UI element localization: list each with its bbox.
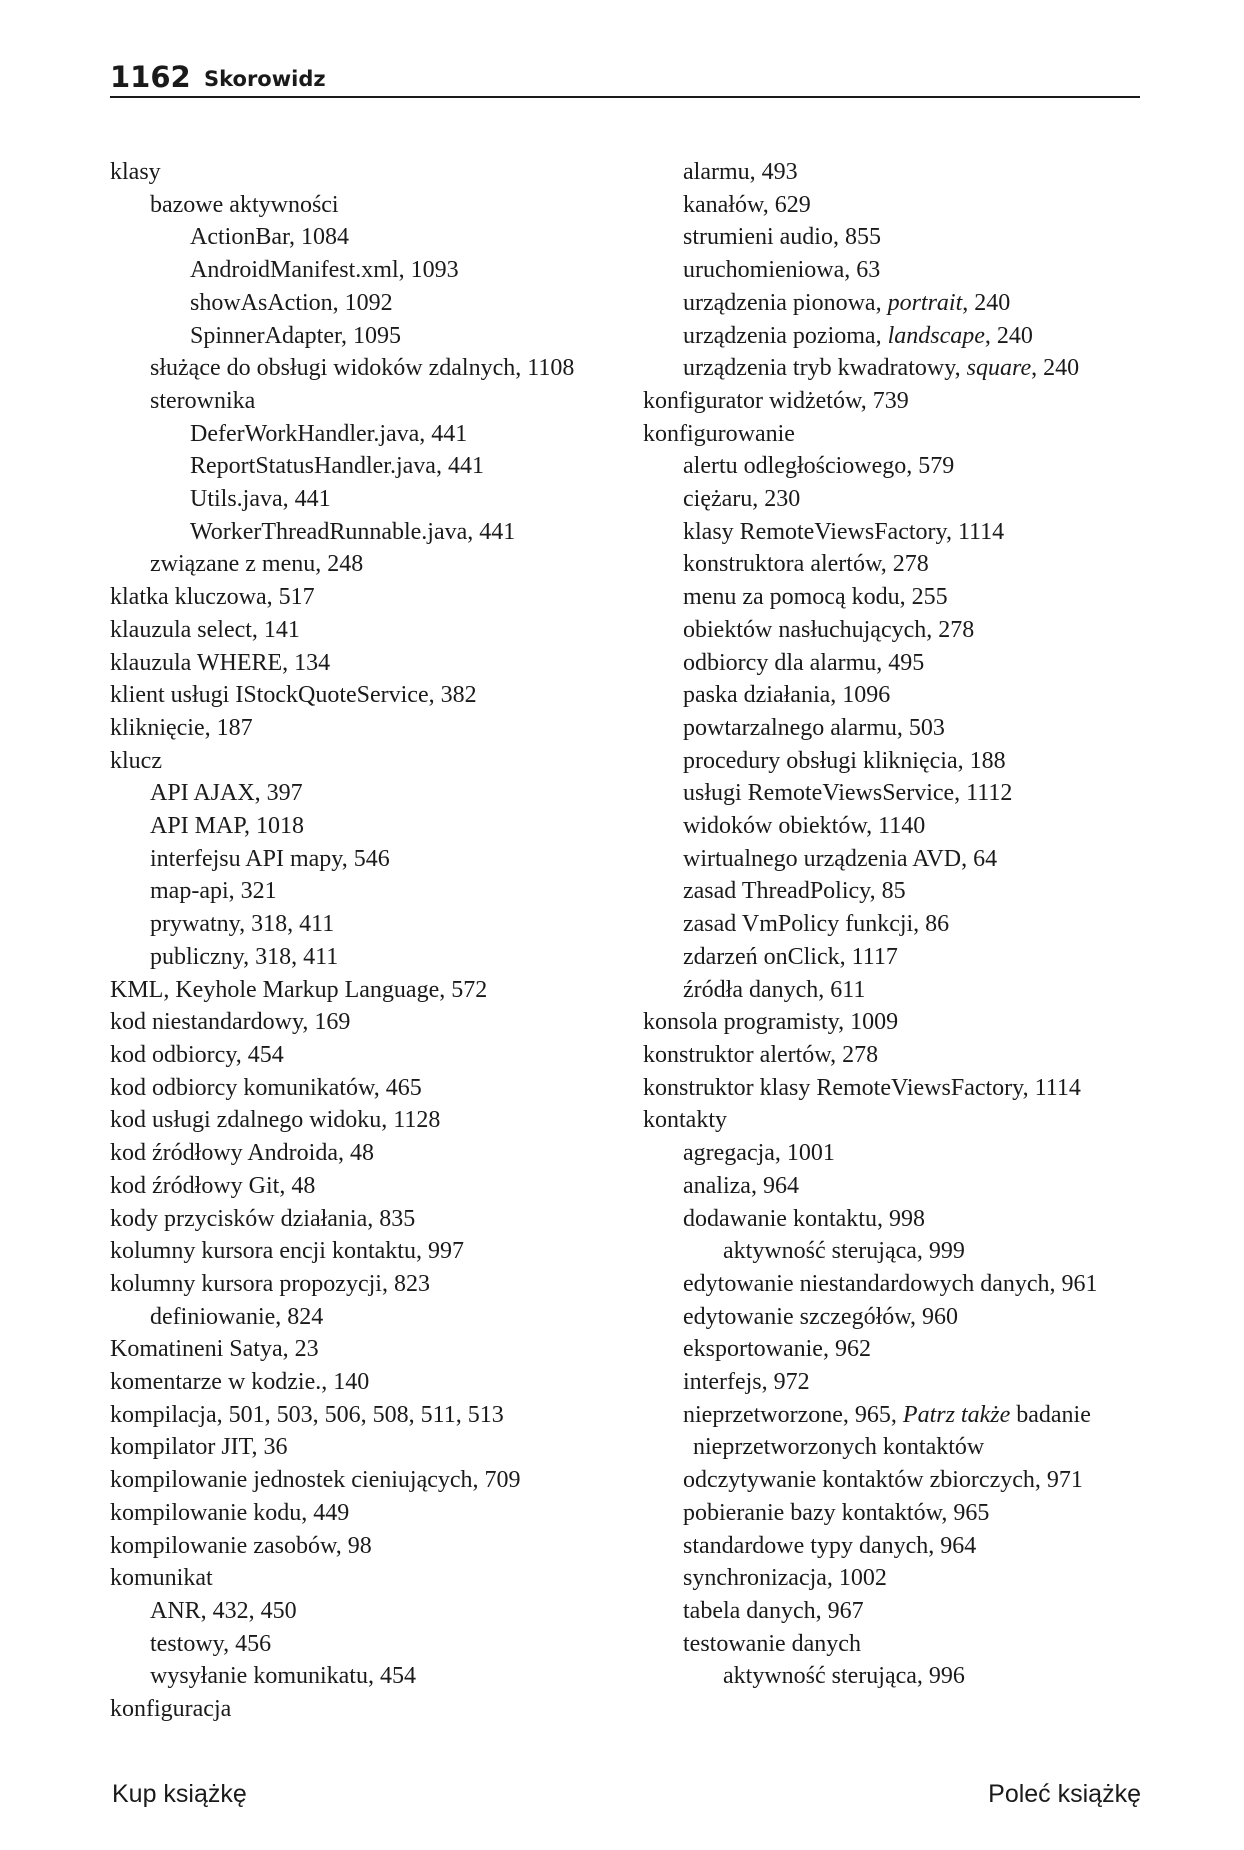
index-entry: kanałów, 629 <box>683 191 811 218</box>
index-entry: bazowe aktywności <box>150 191 339 218</box>
index-entry: klauzula WHERE, 134 <box>110 649 331 676</box>
entry-emphasis: square <box>966 355 1032 382</box>
index-entry: wysyłanie komunikatu, 454 <box>150 1663 416 1690</box>
index-entry: tabela danych, 967 <box>683 1597 864 1624</box>
entry-text: urządzenia pionowa, <box>683 289 888 316</box>
index-entry: komentarze w kodzie., 140 <box>110 1369 370 1396</box>
index-entry: nieprzetworzonych kontaktów <box>693 1434 985 1461</box>
index-entry: paska działania, 1096 <box>683 682 891 709</box>
index-entry: uruchomieniowa, 63 <box>683 257 881 284</box>
index-entry: służące do obsługi widoków zdalnych, 1108 <box>150 355 575 382</box>
index-entry: alarmu, 493 <box>683 159 798 185</box>
index-entry: konstruktor alertów, 278 <box>643 1041 879 1068</box>
index-entry: testowy, 456 <box>150 1630 272 1657</box>
index-entry: synchronizacja, 1002 <box>683 1565 887 1592</box>
index-entry: map-api, 321 <box>150 878 277 905</box>
index-entry: kod odbiorcy komunikatów, 465 <box>110 1074 422 1101</box>
section-title: Skorowidz <box>204 67 326 91</box>
index-entry: ActionBar, 1084 <box>190 224 350 251</box>
index-entry: widoków obiektów, 1140 <box>683 813 926 840</box>
index-entry: kolumny kursora propozycji, 823 <box>110 1270 430 1297</box>
index-entry: KML, Keyhole Markup Language, 572 <box>110 976 488 1003</box>
index-entry: aktywność sterująca, 999 <box>723 1238 965 1265</box>
index-entry: edytowanie szczegółów, 960 <box>683 1303 959 1330</box>
index-entry: analiza, 964 <box>683 1172 799 1199</box>
index-entry: konfigurowanie <box>643 420 795 447</box>
index-entry: prywatny, 318, 411 <box>150 911 335 938</box>
page-header <box>110 58 1140 98</box>
index-entry: klasy RemoteViewsFactory, 1114 <box>683 518 1005 545</box>
index-entry: obiektów nasłuchujących, 278 <box>683 616 975 643</box>
index-entry: agregacja, 1001 <box>683 1140 835 1167</box>
entry-text: , 240 <box>1031 355 1080 382</box>
index-entry: konfigurator widżetów, 739 <box>643 387 909 414</box>
index-entry: kolumny kursora encji kontaktu, 997 <box>110 1238 464 1265</box>
index-entry: procedury obsługi kliknięcia, 188 <box>683 747 1006 774</box>
index-entry: kod źródłowy Git, 48 <box>110 1172 316 1199</box>
index-column-left <box>110 156 670 1726</box>
entry-emphasis: portrait <box>887 289 963 316</box>
entry-text: badanie <box>1010 1401 1091 1428</box>
index-entry: klauzula select, 141 <box>110 616 300 643</box>
index-entry: Komatineni Satya, 23 <box>110 1336 319 1363</box>
index-entry <box>643 1399 1143 1432</box>
index-entry: klucz <box>110 747 162 774</box>
index-entry: źródła danych, 611 <box>683 976 866 1003</box>
index-entry: edytowanie niestandardowych danych, 961 <box>683 1270 1098 1297</box>
index-entry: konstruktor klasy RemoteViewsFactory, 1114 <box>643 1074 1081 1101</box>
index-entry: ANR, 432, 450 <box>150 1597 297 1624</box>
entry-text: urządzenia pozioma, <box>683 322 888 349</box>
entry-text: urządzenia tryb kwadratowy, <box>683 355 967 382</box>
index-entry: publiczny, 318, 411 <box>150 943 339 970</box>
index-entry: ciężaru, 230 <box>683 486 801 513</box>
index-entry: klatka kluczowa, 517 <box>110 584 315 611</box>
index-entry: menu za pomocą kodu, 255 <box>683 584 948 611</box>
index-entry: AndroidManifest.xml, 1093 <box>190 257 459 284</box>
index-entry: kontakty <box>643 1107 727 1134</box>
entry-emphasis: Patrz także <box>902 1401 1011 1428</box>
index-entry: DeferWorkHandler.java, 441 <box>190 420 468 447</box>
index-entry: aktywność sterująca, 996 <box>723 1663 965 1690</box>
index-entry: strumieni audio, 855 <box>683 224 881 251</box>
index-column-right <box>643 156 1143 1693</box>
entry-text: , 240 <box>962 289 1011 316</box>
index-entry: klasy <box>110 159 161 185</box>
index-entry: komunikat <box>110 1565 213 1592</box>
index-entry: zasad ThreadPolicy, 85 <box>683 878 906 905</box>
index-entry: WorkerThreadRunnable.java, 441 <box>190 518 516 545</box>
index-entry: wirtualnego urządzenia AVD, 64 <box>683 845 998 872</box>
index-entry: kody przycisków działania, 835 <box>110 1205 416 1232</box>
index-entry: pobieranie bazy kontaktów, 965 <box>683 1499 990 1526</box>
index-entry <box>643 287 1143 320</box>
page-number: 1162 <box>110 60 191 94</box>
index-entry: kod usługi zdalnego widoku, 1128 <box>110 1107 441 1134</box>
entry-text: nieprzetworzone, 965, <box>683 1401 903 1428</box>
index-entry: konfiguracja <box>110 1696 232 1723</box>
index-entry: kliknięcie, 187 <box>110 714 253 741</box>
index-entry: ReportStatusHandler.java, 441 <box>190 453 484 480</box>
index-entry: kod źródłowy Androida, 48 <box>110 1140 374 1167</box>
recommend-book-link[interactable]: Poleć książkę <box>988 1780 1141 1808</box>
index-entry: kod odbiorcy, 454 <box>110 1041 284 1068</box>
index-entry: kompilowanie jednostek cieniujących, 709 <box>110 1467 521 1494</box>
index-entry: odczytywanie kontaktów zbiorczych, 971 <box>683 1467 1083 1494</box>
index-entry: sterownika <box>150 387 256 414</box>
buy-book-link[interactable]: Kup książkę <box>112 1780 247 1808</box>
index-entry: kompilowanie kodu, 449 <box>110 1499 350 1526</box>
index-entry: dodawanie kontaktu, 998 <box>683 1205 925 1232</box>
index-entry: alertu odległościowego, 579 <box>683 453 955 480</box>
entry-text: , 240 <box>984 322 1033 349</box>
index-entry: usługi RemoteViewsService, 1112 <box>683 780 1013 807</box>
index-entry: API MAP, 1018 <box>150 813 305 840</box>
index-entry: powtarzalnego alarmu, 503 <box>683 714 945 741</box>
index-entry <box>643 320 1143 353</box>
index-entry: konstruktora alertów, 278 <box>683 551 929 578</box>
entry-emphasis: landscape <box>887 322 985 349</box>
index-entry: definiowanie, 824 <box>150 1303 324 1330</box>
index-entry: kompilator JIT, 36 <box>110 1434 288 1461</box>
index-entry: kompilacja, 501, 503, 506, 508, 511, 513 <box>110 1401 504 1428</box>
index-entry: interfejs, 972 <box>683 1369 810 1396</box>
index-entry: Utils.java, 441 <box>190 486 331 513</box>
index-entry: standardowe typy danych, 964 <box>683 1532 977 1559</box>
index-entry: interfejsu API mapy, 546 <box>150 845 390 872</box>
index-entry: konsola programisty, 1009 <box>643 1009 899 1036</box>
index-entry: zdarzeń onClick, 1117 <box>683 943 898 970</box>
index-entry: kompilowanie zasobów, 98 <box>110 1532 372 1559</box>
index-entry: showAsAction, 1092 <box>190 289 393 316</box>
index-entry: kod niestandardowy, 169 <box>110 1009 351 1036</box>
index-entry <box>643 352 1143 385</box>
index-entry: eksportowanie, 962 <box>683 1336 871 1363</box>
index-entry: odbiorcy dla alarmu, 495 <box>683 649 925 676</box>
index-entry: SpinnerAdapter, 1095 <box>190 322 401 349</box>
index-entry: związane z menu, 248 <box>150 551 364 578</box>
index-entry: zasad VmPolicy funkcji, 86 <box>683 911 950 938</box>
index-entry: testowanie danych <box>683 1630 861 1657</box>
index-entry: API AJAX, 397 <box>150 780 303 807</box>
index-entry: klient usługi IStockQuoteService, 382 <box>110 682 477 709</box>
